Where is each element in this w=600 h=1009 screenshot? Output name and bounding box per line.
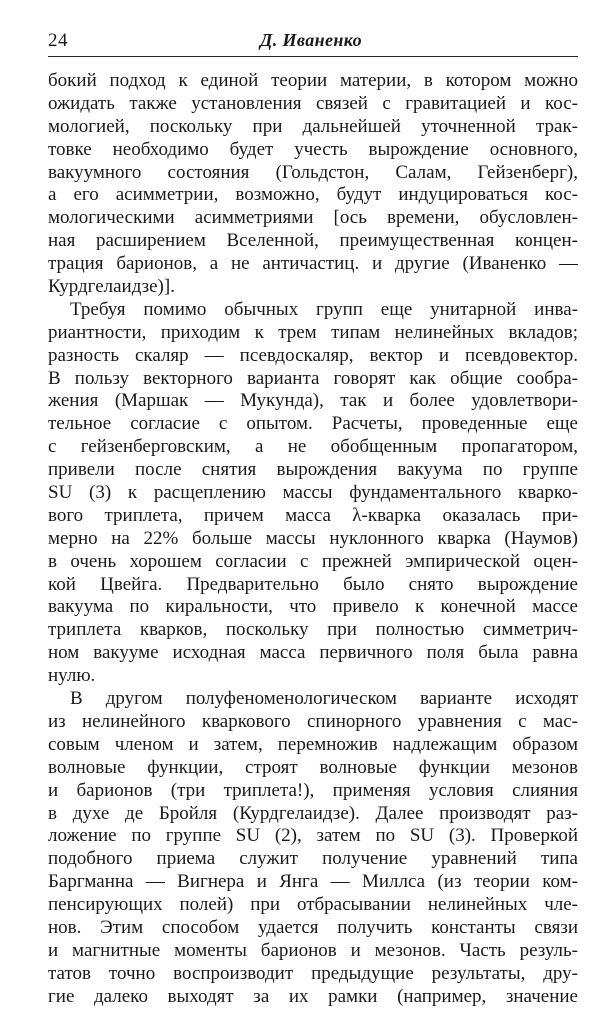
text-line: трация барионов, а не античастиц. и другие (Иваненко — — [48, 253, 578, 275]
text-line: товке необходимо будет учесть вырождение основного, — [48, 138, 578, 160]
text-line: SU (3) к расщеплению массы фундаментального кварко- — [48, 482, 578, 504]
text-line: риантности, приходим к трем типам нелинейных вкладов; — [48, 321, 578, 343]
text-line: нулю. — [48, 665, 96, 687]
text-line: волновые функции, строят волновые функции мезонов — [48, 756, 578, 778]
paragraph-first-line: В другом полуфеноменологическом варианте исходят — [70, 688, 578, 710]
text-line: ожидать также установления связей с гравитацией и кос- — [48, 92, 578, 114]
text-line: и магнитные моменты барионов и мезонов. Часть резуль- — [48, 939, 578, 961]
text-line: жения (Маршак — Мукунда), так и более удовлетвори- — [48, 390, 578, 412]
text-line: а его асимметрии, возможно, будут индуцироваться кос- — [48, 184, 578, 206]
text-line: вого триплета, причем масса λ-кварка оказалась при- — [48, 504, 578, 526]
text-line: ложение по группе SU (2), затем по SU (3). Проверкой — [48, 825, 578, 847]
text-line: в очень хорошем согласии с прежней эмпирической оцен- — [48, 550, 578, 572]
text-line: из нелинейного кваркового спинорного уравнения с мас- — [48, 710, 578, 732]
text-line: Курдгелаидзе)]. — [48, 276, 175, 298]
text-line: нов. Этим способом удается получить константы связи — [48, 916, 578, 938]
text-line: бокий подход к единой теории материи, в котором можно — [48, 70, 578, 91]
text-line: кой Цвейга. Предварительно было снято вырождение — [48, 573, 578, 595]
text-line: совым членом и затем, перемножив надлежащим образом — [48, 733, 578, 755]
text-line: триплета кварков, поскольку при полностью симметрич- — [48, 619, 578, 641]
running-head — [48, 28, 578, 56]
text-line: в духе де Бройля (Курдгелаидзе). Далее производят раз- — [48, 802, 578, 824]
text-line: ная расширением Вселенной, преимущественная концен- — [48, 230, 578, 252]
text-line: гие далеко выходят за их рамки (например, значение — [48, 985, 578, 1007]
body-text — [48, 70, 578, 1009]
text-line: вакуумного состояния (Гольдстон, Салам, Гейзенберг), — [48, 161, 578, 183]
text-line: татов точно воспроизводит предыдущие результаты, дру- — [48, 962, 578, 984]
running-title: Д. Иваненко — [260, 30, 363, 50]
page-number: 24 — [48, 30, 68, 51]
text-line: мологией, поскольку при дальнейшей уточненной трак- — [48, 115, 578, 137]
text-line: пенсирующих полей) при отбрасывании нелинейных чле- — [48, 894, 578, 916]
text-line: подобного приема служит получение уравнений типа — [48, 848, 578, 870]
text-line: привели после снятия вырождения вакуума по группе — [48, 459, 578, 481]
text-line: Баргманна — Вигнера и Янга — Миллса (из теории ком- — [48, 871, 578, 893]
text-line: тельное согласие с опытом. Расчеты, проведенные еще — [48, 413, 578, 435]
text-line: вакуума по киральности, что привело к конечной массе — [48, 596, 578, 618]
text-line: разность скаляр — псевдоскаляр, вектор и псевдовектор. — [48, 344, 578, 366]
text-line: с гейзенберговским, а не обобщенным пропагатором, — [48, 436, 578, 458]
text-line: В пользу векторного варианта говорят как общие сообра- — [48, 367, 578, 389]
paragraph-first-line: Требуя помимо обычных групп еще унитарной инва- — [70, 298, 578, 320]
text-line: и барионов (три триплета!), применяя условия слияния — [48, 779, 578, 801]
text-line: мологическими асимметриями [ось времени, обусловлен- — [48, 207, 578, 229]
header-rule — [48, 56, 578, 57]
text-line: ном вакууме исходная масса первичного поля была равна — [48, 642, 578, 664]
text-line: мерно на 22% больше массы нуклонного кварка (Наумов) — [48, 527, 578, 549]
